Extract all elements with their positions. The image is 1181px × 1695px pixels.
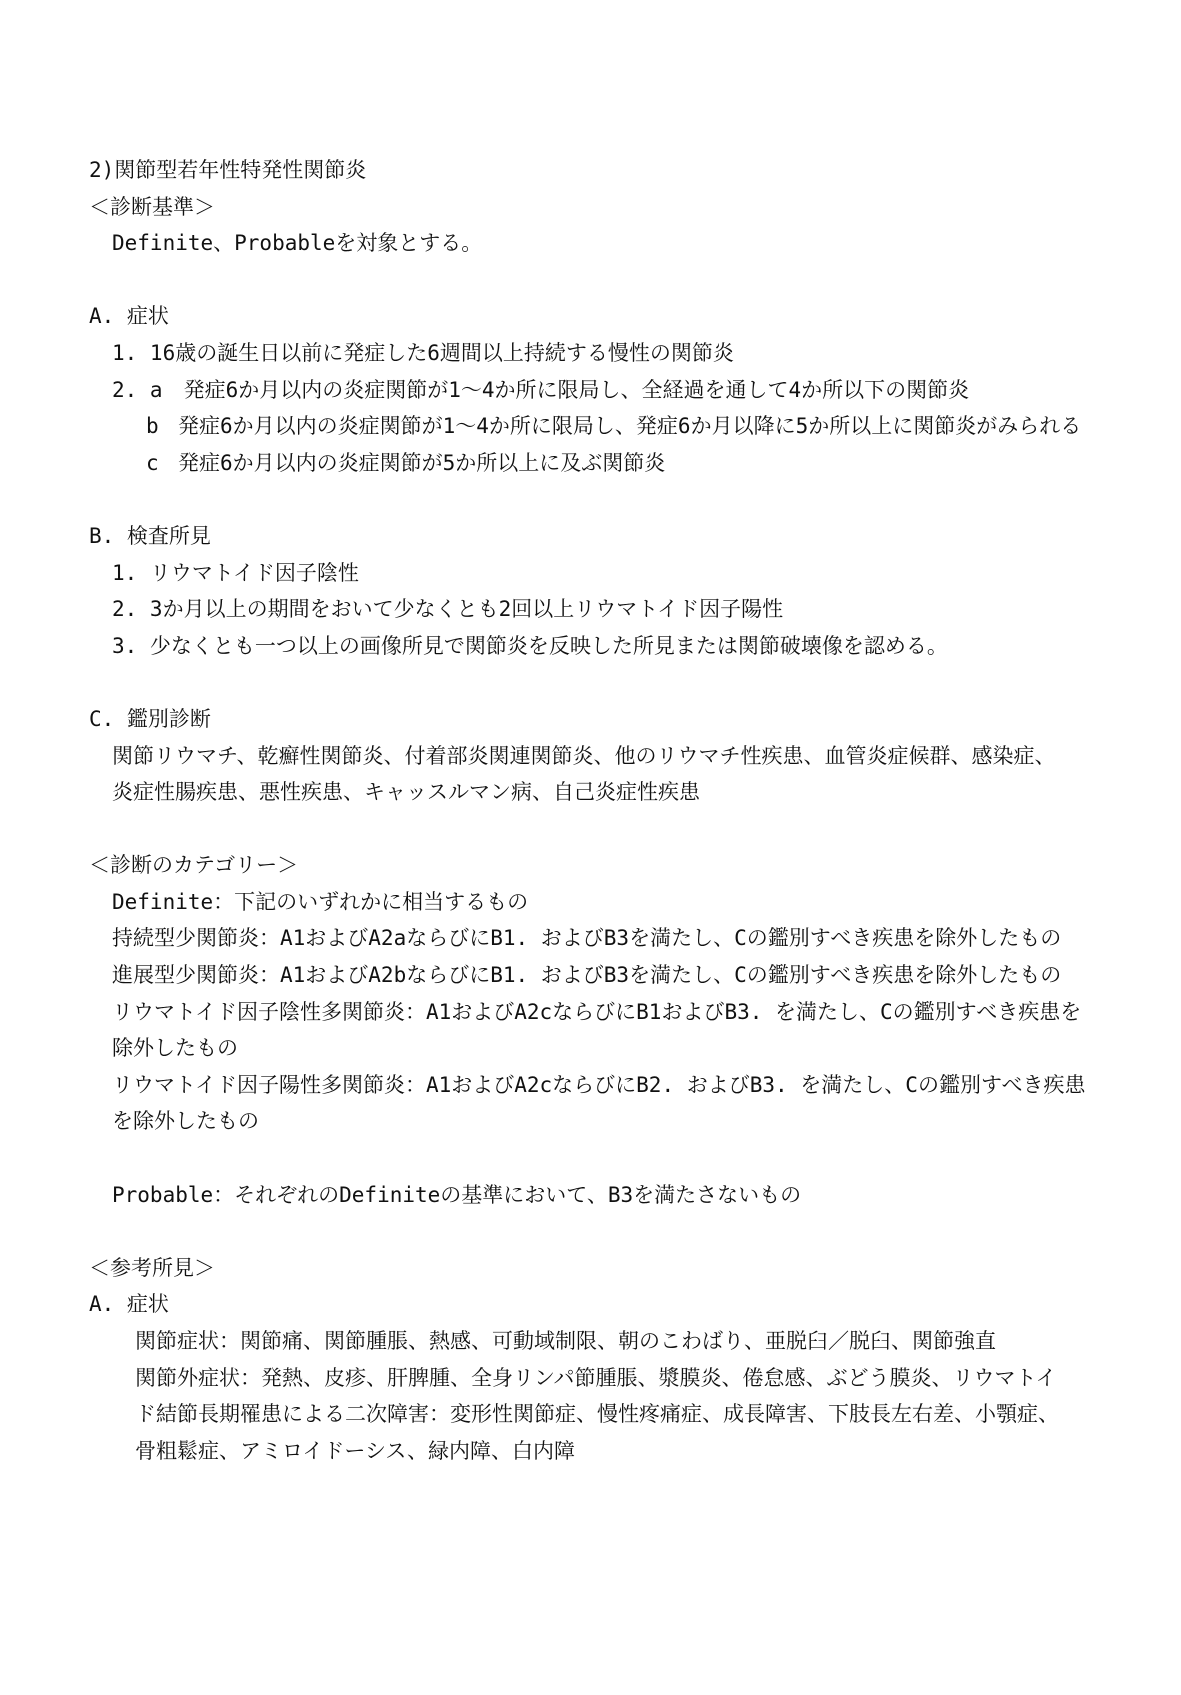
sub-marker: c	[146, 450, 159, 475]
document-title: 2)関節型若年性特発性関節炎	[89, 158, 367, 182]
list-item: 1. 16歳の誕生日以前に発症した6週間以上持続する慢性の関節炎	[112, 340, 734, 365]
sub-list-item	[89, 408, 1141, 445]
heading-c-differential: C. 鑑別診断	[89, 706, 211, 731]
category-line: を除外したもの	[112, 1109, 259, 1134]
category-line: リウマトイド因子陰性多関節炎：A1およびA2cならびにB1およびB3. を満たし、Cの鑑別すべき疾患を	[112, 999, 1082, 1024]
reference-line: 骨粗鬆症、アミロイドーシス、緑内障、白内障	[135, 1438, 575, 1463]
probable-definition: Probable：それぞれのDefiniteの基準において、B3を満たさないもの	[112, 1182, 802, 1207]
list-item: 3. 少なくとも一つ以上の画像所見で関節炎を反映した所見または関節破壊像を認める。	[112, 633, 948, 658]
paragraph-line: 関節リウマチ、乾癬性関節炎、付着部炎関連関節炎、他のリウマチ性疾患、血管炎症候群、感染症、	[112, 743, 1056, 768]
paragraph-line: 炎症性腸疾患、悪性疾患、キャッスルマン病、自己炎症性疾患	[112, 780, 700, 805]
document-page	[89, 152, 1141, 1469]
category-line: 進展型少関節炎：A1およびA2bならびにB1. およびB3を満たし、Cの鑑別すべき疾患を除外したもの	[112, 963, 1062, 988]
reference-line: 関節症状：関節痛、関節腫脹、熱感、可動域制限、朝のこわばり、亜脱臼／脱臼、関節強直	[135, 1329, 996, 1353]
category-line: Definite：下記のいずれかに相当するもの	[112, 889, 529, 914]
heading-reference-a: A. 症状	[89, 1292, 169, 1317]
category-line: リウマトイド因子陽性多関節炎：A1およびA2cならびにB2. およびB3. を満たし、Cの鑑別すべき疾患	[112, 1072, 1086, 1097]
scope-text: Definite、Probableを対象とする。	[112, 231, 483, 256]
section-heading-reference: ＜参考所見＞	[89, 1255, 215, 1280]
sub-text: 発症6か月以内の炎症関節が5か所以上に及ぶ関節炎	[178, 450, 666, 475]
heading-b-findings: B. 検査所見	[89, 523, 211, 548]
reference-line: 関節外症状：発熱、皮疹、肝脾腫、全身リンパ節腫脹、漿膜炎、倦怠感、ぶどう膜炎、リウマトイ	[135, 1365, 1057, 1390]
sub-list-item	[89, 445, 1141, 482]
list-item: 2. a 発症6か月以内の炎症関節が1～4か所に限局し、全経過を通して4か所以下の関節炎	[112, 377, 970, 402]
heading-a-symptoms: A. 症状	[89, 304, 169, 329]
list-item: 2. 3か月以上の期間をおいて少なくとも2回以上リウマトイド因子陽性	[112, 597, 784, 622]
section-heading-diagnostic-criteria: ＜診断基準＞	[89, 194, 215, 219]
category-line: 持続型少関節炎：A1およびA2aならびにB1. およびB3を満たし、Cの鑑別すべき疾患を除外したもの	[112, 926, 1062, 951]
reference-line: ド結節長期罹患による二次障害：変形性関節症、慢性疼痛症、成長障害、下肢長左右差、小顎症、	[135, 1402, 1059, 1427]
sub-text: 発症6か月以内の炎症関節が1～4か所に限局し、発症6か月以降に5か所以上に関節炎がみられる	[178, 414, 1082, 439]
category-line: 除外したもの	[112, 1036, 238, 1061]
sub-marker: b	[146, 414, 159, 439]
section-heading-categories: ＜診断のカテゴリー＞	[89, 853, 299, 878]
list-item: 1. リウマトイド因子陰性	[112, 560, 359, 585]
